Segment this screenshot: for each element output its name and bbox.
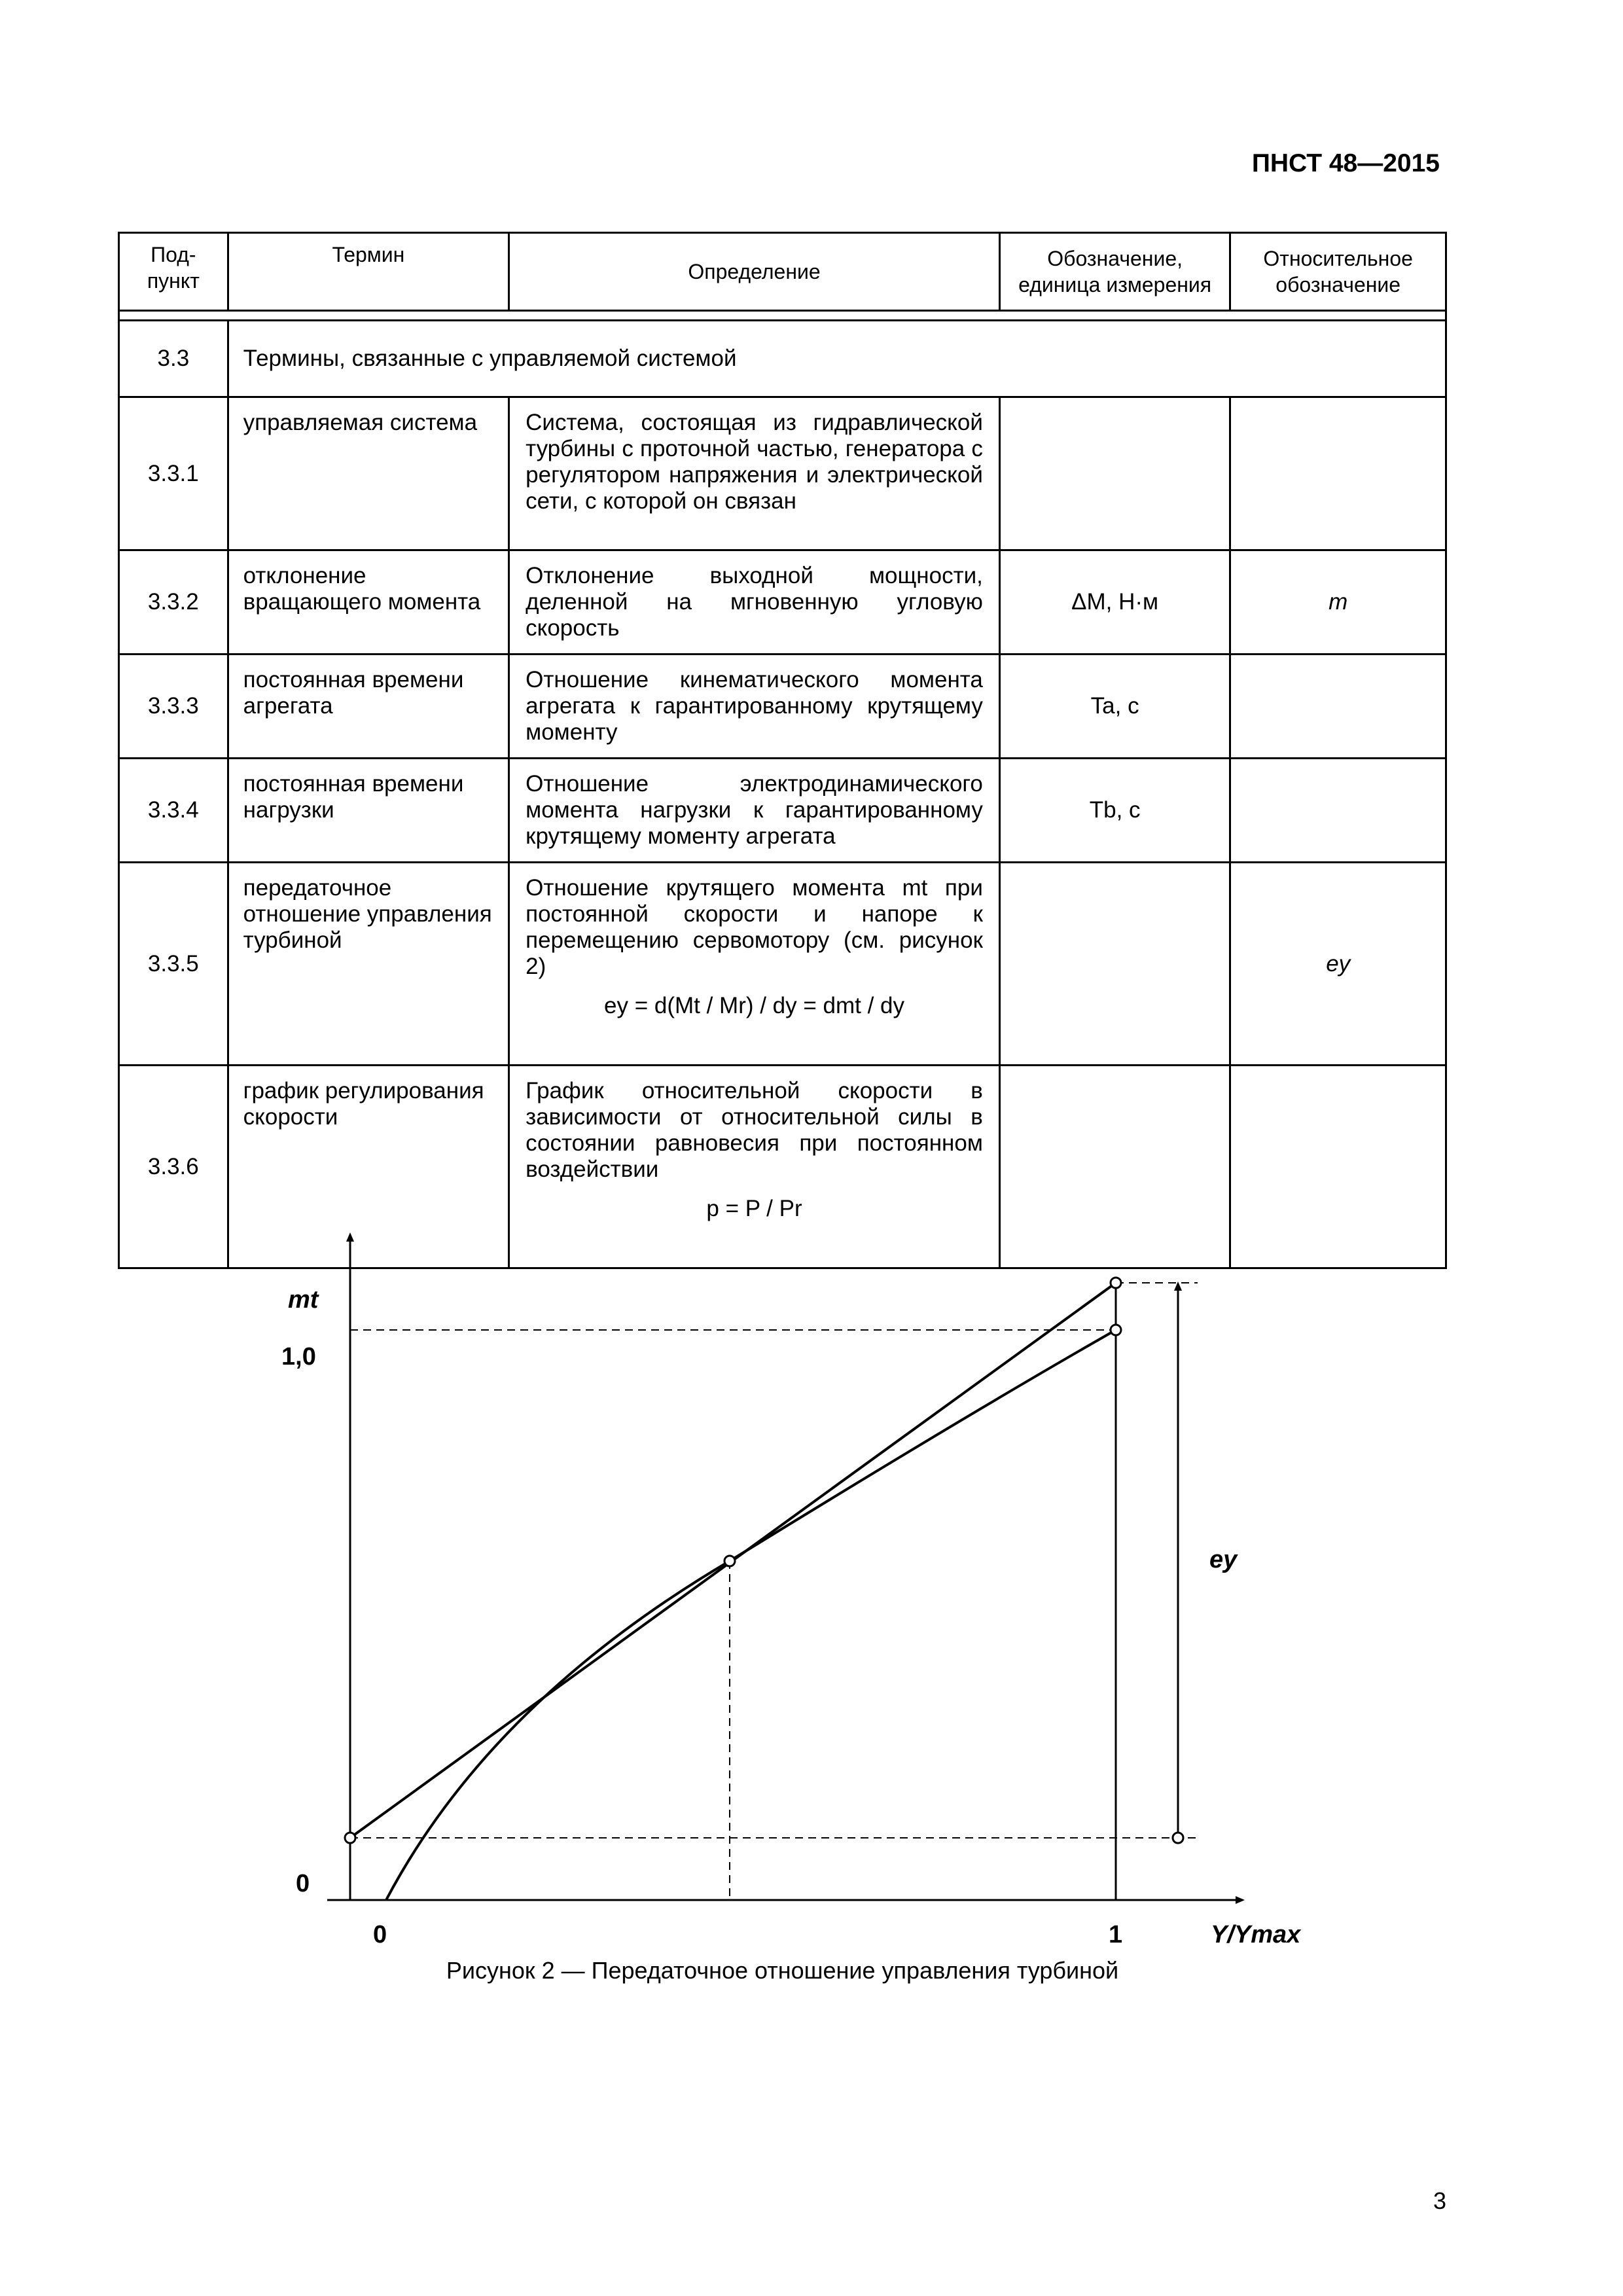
col-header-term: Термин	[228, 233, 508, 311]
row-number: 3.3.6	[119, 1066, 228, 1268]
y-axis-label: mt	[288, 1286, 319, 1314]
y-tick-1: 1,0	[281, 1343, 316, 1371]
row-definition: График относительной скорости в зависимости от относительной силы в состоянии равновесия при постоянном воздействии	[526, 1078, 983, 1182]
col-header-definition: Определение	[509, 233, 1000, 311]
row-formula: ey = d(Mt / Mr) / dy = dmt / dy	[604, 993, 905, 1018]
marker-curve-end	[1111, 1325, 1121, 1335]
col-header-subclause: Под- пункт	[119, 233, 228, 311]
section-number: 3.3	[119, 321, 228, 397]
x-tick-1: 1	[1109, 1921, 1123, 1948]
marker-start	[345, 1833, 355, 1843]
document-id: ПНСТ 48—2015	[1251, 149, 1440, 177]
marker-line-end	[1111, 1278, 1121, 1288]
row-term: управляемая система	[228, 397, 508, 550]
figure-caption: Рисунок 2 — Передаточное отношение управления турбиной	[446, 1957, 1119, 1984]
row-definition: Отклонение выходной мощности, деленной на мгновенную угловую скорость	[509, 550, 1000, 655]
marker-bracket-base	[1173, 1833, 1183, 1843]
row-term: передаточное отношение управления турбиной	[228, 863, 508, 1066]
row-definition: Отношение кинематического момента агрегата к гарантированному крутящему моменту	[509, 655, 1000, 759]
row-term: постоянная времени агрегата	[228, 655, 508, 759]
row-relative: m	[1230, 550, 1446, 655]
row-number: 3.3.4	[119, 759, 228, 863]
y-tick-0: 0	[296, 1870, 310, 1897]
marker-tangent-point	[724, 1556, 735, 1566]
col-header-symbol: Обозначение, единица измерения	[999, 233, 1230, 311]
row-number: 3.3.3	[119, 655, 228, 759]
col-header-relative: Относительное обозначение	[1230, 233, 1446, 311]
row-symbol: Ta, с	[999, 655, 1230, 759]
row-relative: ey	[1230, 863, 1446, 1066]
x-tick-0: 0	[373, 1921, 387, 1948]
row-definition: Отношение электродинамического момента нагрузки к гарантированному крутящему моменту агрегата	[509, 759, 1000, 863]
section-title: Термины, связанные с управляемой системой	[228, 321, 1446, 397]
row-formula: p = P / Pr	[706, 1196, 802, 1221]
row-symbol: Tb, с	[999, 759, 1230, 863]
row-number: 3.3.1	[119, 397, 228, 550]
row-number: 3.3.5	[119, 863, 228, 1066]
row-term: график регулирования скорости	[228, 1066, 508, 1268]
row-term: отклонение вращающего момента	[228, 550, 508, 655]
characteristic-curve	[386, 1330, 1116, 1900]
row-definition: Система, состоящая из гидравлической турбины с проточной частью, генератора с регулятором напряжения и электрической сети, с которой он связан	[509, 397, 1000, 550]
row-term: постоянная времени нагрузки	[228, 759, 508, 863]
ey-label: ey	[1209, 1546, 1238, 1573]
page-number: 3	[1433, 2187, 1446, 2214]
row-symbol: ΔM, Н·м	[999, 550, 1230, 655]
row-definition: Отношение крутящего момента mt при постоянной скорости и напоре к перемещению сервомотору (см. рисунок 2)	[526, 875, 983, 979]
x-axis-label: Y/Ymax	[1211, 1921, 1301, 1948]
row-number: 3.3.2	[119, 550, 228, 655]
